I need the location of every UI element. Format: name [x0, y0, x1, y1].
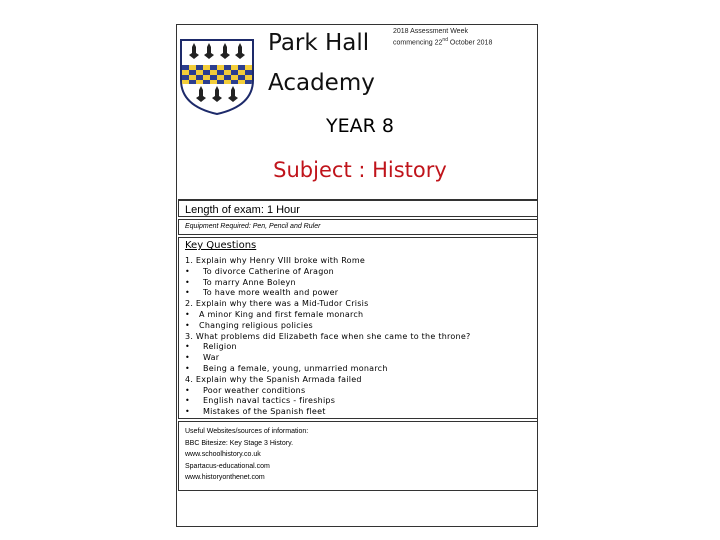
bullet-icon: •: [185, 266, 190, 276]
bullet-icon: •: [185, 288, 190, 298]
key-question-point: [185, 396, 471, 407]
assessment-line2-sup: nd: [442, 37, 448, 43]
assessment-line2-text: commencing 22: [393, 39, 443, 47]
resources-list: [185, 426, 308, 484]
bullet-icon: •: [185, 396, 190, 406]
bullet-icon: •: [185, 385, 190, 395]
bullet-icon: •: [185, 353, 190, 363]
resources-heading: Useful Websites/sources of information:: [185, 428, 309, 435]
exam-length-box: [178, 199, 538, 217]
resource-item: BBC Bitesize: Key Stage 3 History.: [185, 439, 294, 447]
assessment-line2: [393, 36, 492, 47]
equipment-required: Equipment Required: Pen, Pencil and Ruler: [185, 223, 321, 230]
key-question-point: [185, 342, 471, 353]
key-question-text: To marry Anne Boleyn: [203, 277, 296, 287]
key-question-text: War: [203, 353, 220, 363]
key-questions-box: [178, 237, 538, 419]
key-question-text: 2. Explain why there was a Mid-Tudor Crisis: [185, 299, 369, 309]
resource-item: Spartacus-educational.com: [185, 462, 270, 470]
equipment-box: [178, 219, 538, 235]
key-question: [185, 256, 471, 267]
key-question-point: [185, 288, 471, 299]
assessment-line1: 2018 Assessment Week: [393, 28, 468, 35]
bullet-icon: •: [185, 342, 190, 352]
exam-length: Length of exam: 1 Hour: [185, 204, 300, 216]
key-question-text: To divorce Catherine of Aragon: [203, 266, 334, 276]
bullet-icon: •: [185, 407, 190, 417]
key-question-text: Mistakes of the Spanish fleet: [203, 407, 326, 417]
assessment-line2-rest: October 2018: [447, 39, 493, 47]
key-question-text: 1. Explain why Henry VIII broke with Rome: [185, 256, 366, 265]
subject-heading: Subject : History: [273, 158, 447, 182]
key-question-point: [185, 310, 471, 321]
key-question-point: [185, 386, 471, 397]
school-name-line2: Academy: [268, 70, 375, 96]
bullet-icon: •: [185, 309, 190, 319]
key-question-point: [185, 364, 471, 375]
bullet-icon: •: [185, 320, 190, 330]
key-question: [185, 375, 471, 386]
assessment-week-note: [393, 27, 492, 47]
key-questions-title: Key Questions: [185, 240, 257, 251]
key-question-point: [185, 278, 471, 289]
key-question-point: [185, 353, 471, 364]
key-question: [185, 332, 471, 343]
school-crest-icon: [177, 36, 257, 116]
key-questions-list: [185, 256, 471, 418]
resource-item: www.schoolhistory.co.uk: [185, 451, 261, 458]
key-question-text: Changing religious policies: [199, 320, 313, 330]
year-heading: YEAR 8: [326, 115, 394, 137]
resource-item: www.historyonthenet.com: [185, 474, 265, 481]
key-question-point: [185, 321, 471, 332]
resources-box: [178, 421, 538, 491]
key-question-text: 4. Explain why the Spanish Armada failed: [185, 374, 362, 384]
key-question-point: [185, 267, 471, 278]
school-name-line1: Park Hall: [268, 30, 370, 56]
bullet-icon: •: [185, 363, 190, 373]
key-question: [185, 299, 471, 310]
key-question-text: English naval tactics - fireships: [203, 396, 336, 406]
key-question-text: Being a female, young, unmarried monarch: [203, 363, 388, 373]
key-question-text: Religion: [203, 342, 237, 352]
key-question-text: To have more wealth and power: [203, 288, 339, 298]
key-question-text: Poor weather conditions: [203, 385, 306, 395]
key-question-text: A minor King and first female monarch: [199, 309, 364, 319]
bullet-icon: •: [185, 277, 190, 287]
key-question-text: 3. What problems did Elizabeth face when she came to the throne?: [185, 331, 471, 341]
key-question-point: [185, 407, 471, 418]
